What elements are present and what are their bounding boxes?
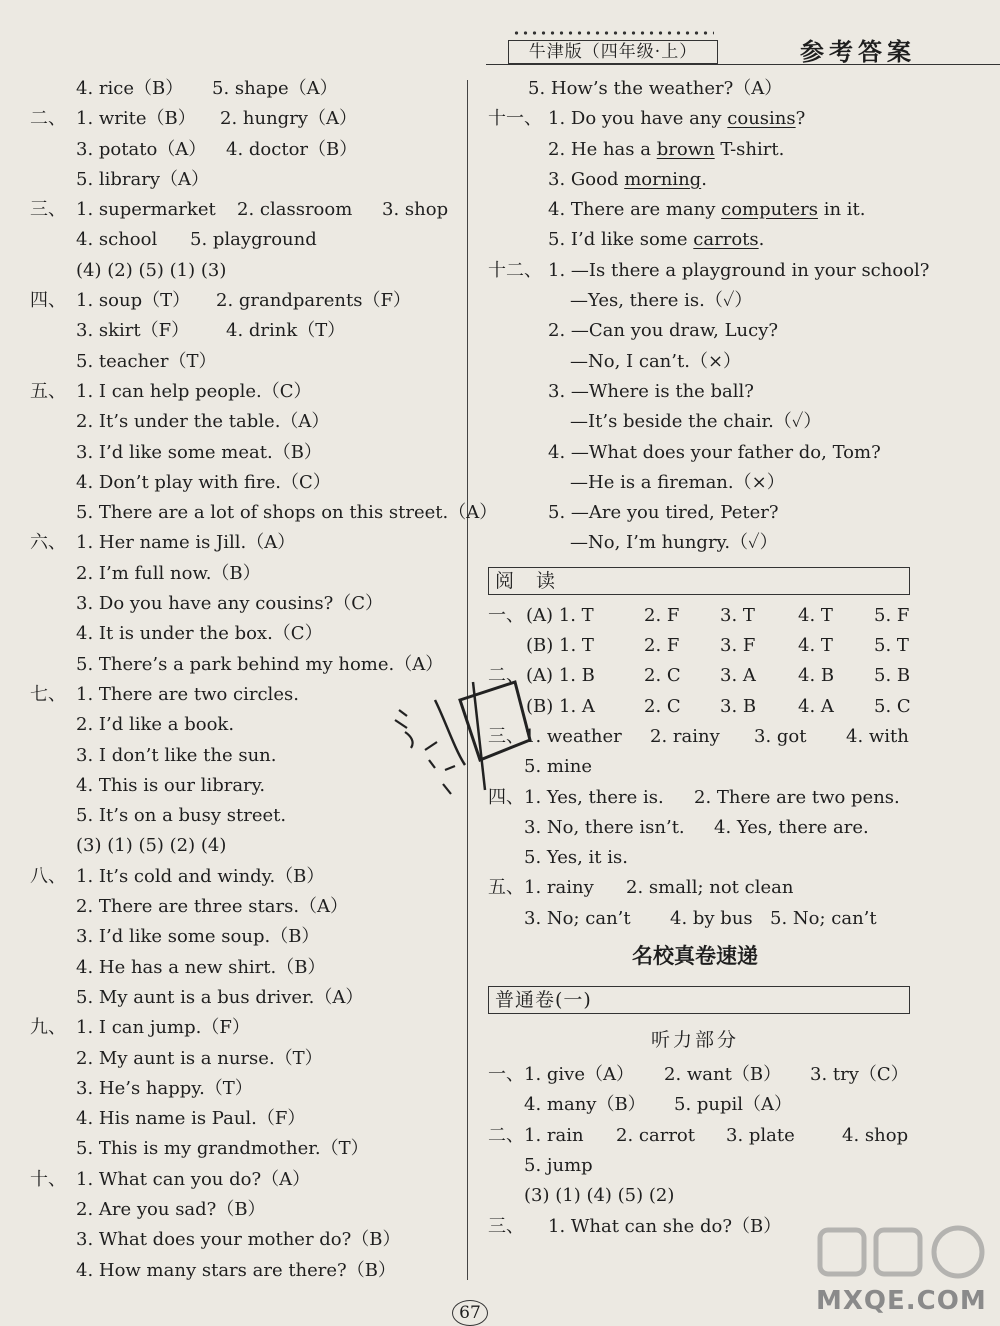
answer-item: 2. grandparents（F） [216,290,411,312]
answer-item: 5. Yes, it is. [524,847,628,869]
answer-item: 4. many（B） [524,1094,646,1116]
answer-item: 3. B [720,695,757,717]
answer-item: 4. school [76,229,158,251]
answer-item: 3. He’s happy.（T） [76,1077,253,1099]
answer-item: (3) (1) (5) (2) (4) [76,835,227,857]
answer-line [488,1060,913,1090]
answer-item: 1. rainy [524,877,594,899]
answer-item: 5. library（A） [76,168,210,190]
answer-line [488,104,913,134]
answer-item: 4. B [798,665,835,687]
answer-text: T-shirt. [714,138,785,160]
answer-line [488,407,913,437]
page-number: 67 [452,1300,488,1326]
answer-line [488,195,913,225]
answer-line [488,528,913,558]
answer-line [488,873,913,903]
dialogue-line: 3. —Where is the ball? [548,380,754,402]
answer-item: (B) 1. T [526,635,594,657]
answer-line [30,225,460,255]
dialogue-line: 4. —What does your father do, Tom? [548,441,881,463]
section-number: 二、 [488,1124,524,1146]
dialogue-line: —No, I can’t.（×） [570,350,742,372]
answer-item: 5. playground [190,229,317,251]
answer-item: (4) (2) (5) (1) (3) [76,259,227,281]
answer-line [30,1195,460,1225]
answer-item: 1. It’s cold and windy.（B） [76,865,325,887]
answer-item: 3. got [754,725,807,747]
answer-item: 3. shop [382,199,449,221]
section-number: 五、 [488,877,524,899]
answer-line [30,1225,460,1255]
answer-line [30,407,460,437]
answer-text: ? [795,108,806,130]
answer-line [30,922,460,952]
answer-item: 2. C [644,695,681,717]
answer-line [30,468,460,498]
answer-item: 2. I’m full now.（B） [76,562,261,584]
answer-item: 4. T [798,604,833,626]
answer-item: 4. He has a new shirt.（B） [76,956,326,978]
answer-item: 4. Don’t play with fire.（C） [76,471,331,493]
answer-item: 5. There are a lot of shops on this street.（A） [76,502,498,524]
answer-line [488,165,913,195]
section-number: 九、 [30,1017,66,1039]
listening-title: 听力部分 [650,1029,739,1052]
section-number: 十一、 [488,108,542,130]
answer-line [30,74,460,104]
answer-line [488,377,913,407]
section-number: 一、 [488,604,524,626]
answer-line [488,1090,913,1120]
answer-item: 3. potato（A） [76,138,207,160]
answer-line [488,74,913,104]
answer-item: 3. What does your mother do?（B） [76,1229,401,1251]
answer-line [30,862,460,892]
answer-item: 4. A [798,695,834,717]
answer-item: 4. by bus [670,907,753,929]
answer-item: 1. I can jump.（F） [76,1017,250,1039]
answer-line [30,1256,460,1286]
answer-line [488,1151,913,1181]
answer-item: 2. Are you sad?（B） [76,1198,266,1220]
answer-line [30,953,460,983]
section-number: 五、 [30,380,66,402]
answer-line [488,843,913,873]
fill-in-answer [548,225,764,255]
answer-text: 3. Good [548,168,625,190]
header-title: 参考答案 [800,37,916,66]
dialogue-line: 2. —Can you draw, Lucy? [548,320,779,342]
answer-item: 4. shop [842,1124,909,1146]
answer-item: 3. I don’t like the sun. [76,744,277,766]
answer-item: 5. How’s the weather?（A） [528,78,783,99]
answer-line [488,601,913,631]
answer-item: 3. I’d like some meat.（B） [76,441,322,463]
answer-line [488,631,913,661]
fill-in-answer [548,195,865,225]
answer-item: 4. T [798,635,833,657]
answer-item: 2. small; not clean [626,877,794,899]
answer-item: 3. Do you have any cousins?（C） [76,593,384,615]
answer-line [30,104,460,134]
answer-line [30,619,460,649]
answer-line [30,438,460,468]
dialogue-line: 5. —Are you tired, Peter? [548,502,779,524]
answer-line [30,983,460,1013]
answer-item: 3. No, there isn’t. [524,816,685,838]
section-number: 四、 [488,786,524,808]
answer-item: 3. F [720,635,756,657]
answer-line [30,1104,460,1134]
answer-line [488,783,913,813]
dialogue-line: —No, I’m hungry.（✓） [570,532,778,554]
answer-item: 5. mine [524,756,592,778]
header-rule [486,64,1000,65]
answer-item: 2. classroom [237,199,353,221]
answer-item: 2. There are three stars.（A） [76,896,349,918]
answer-line [488,347,913,377]
answer-line [30,165,460,195]
answer-line [30,1134,460,1164]
answer-text: 2. He has a [548,138,657,160]
answer-item: (B) 1. A [526,695,595,717]
answer-line [488,438,913,468]
answer-item: 1. Her name is Jill.（A） [76,532,296,554]
answer-item: 2. There are two pens. [694,786,900,808]
answer-text: . [758,229,765,251]
answer-item: 1. What can she do?（B） [548,1215,782,1237]
answer-line [488,1121,913,1151]
answer-line [488,813,913,843]
answer-item: 1. write（B） [76,108,196,130]
answer-item: 2. F [644,604,680,626]
answer-line [30,316,460,346]
answer-line [488,752,913,782]
answer-text: 5. I’d like some [548,229,694,251]
answer-line [30,286,460,316]
answer-line [30,1165,460,1195]
section-number: 四、 [30,290,66,312]
answer-item: 4. Yes, there are. [714,816,869,838]
answer-item: (A) 1. T [526,604,594,626]
dialogue-line: —He is a fireman.（×） [570,471,785,493]
answer-line [30,831,460,861]
answer-line [488,468,913,498]
answer-line [30,892,460,922]
answer-line [488,225,913,255]
dialogue-line: 1. —Is there a playground in your school? [548,259,930,281]
answer-item: 4. rice（B） [76,78,184,99]
watermark-url: MXQE.COM [816,1286,987,1316]
answer-item: 4. drink（T） [226,320,346,342]
answer-line [30,256,460,286]
section-number: 二、 [30,108,66,130]
section-number: 三、 [488,1215,524,1237]
section-number: 三、 [30,199,66,221]
answer-item: 2. want（B） [664,1064,782,1086]
answer-item: 3. skirt（F） [76,320,190,342]
answer-item: 3. plate [726,1124,795,1146]
handwritten-scribble [385,660,535,820]
answer-item: 3. I’d like some soup.（B） [76,926,320,948]
answer-item: 1. give（A） [524,1064,634,1086]
section-number: 八、 [30,865,66,887]
answer-item: 1. weather [524,725,622,747]
section-number: 一、 [488,1064,524,1086]
section-number: 七、 [30,683,66,705]
answer-item: 1. soup（T） [76,290,191,312]
answer-item: (A) 1. B [526,665,595,687]
answer-item: 5. There’s a park behind my home.（A） [76,653,444,675]
paper-title: 普通卷(一) [488,986,910,1014]
edition-label: 牛津版（四年级·上） [508,40,718,64]
dialogue-line: —Yes, there is.（✓） [570,290,753,312]
answer-text: . [701,168,707,190]
answer-line [488,498,913,528]
answer-item: 1. There are two circles. [76,683,299,705]
answer-item: 5. F [874,604,910,626]
answer-item: 2. It’s under the table.（A） [76,411,330,433]
answer-item: 3. No; can’t [524,907,631,929]
answer-line [488,661,913,691]
answer-text: 1. Do you have any [548,108,728,130]
reading-section-title: 阅 读 [488,567,910,595]
answer-line [30,589,460,619]
answer-item: 2. My aunt is a nurse.（T） [76,1047,323,1069]
answer-item: 2. I’d like a book. [76,714,235,736]
answer-item: 1. rain [524,1124,584,1146]
answer-line [30,1013,460,1043]
answer-item: 5. B [874,665,911,687]
answer-line [30,559,460,589]
answer-line [30,1044,460,1074]
answer-line [30,1074,460,1104]
answer-item: 3. A [720,665,756,687]
answer-item: 1. I can help people.（C） [76,380,312,402]
right-column [488,74,930,1242]
underlined-answer: computers [721,199,818,221]
answer-item: 4. It is under the box.（C） [76,623,323,645]
answer-item: 5. No; can’t [770,907,877,929]
answer-line [30,135,460,165]
answer-line [488,692,913,722]
header-dot-rule [512,30,714,36]
section-number: 三、 [488,725,524,747]
answer-line [30,528,460,558]
answer-line [30,377,460,407]
section-number: 十、 [30,1168,66,1190]
answer-item: 3. try（C） [810,1064,909,1086]
underlined-answer: cousins [727,108,796,130]
answer-item: 5. T [874,635,909,657]
answer-item: 1. Yes, there is. [524,786,664,808]
answer-item: (3) (1) (4) (5) (2) [524,1185,675,1207]
answer-item: 3. T [720,604,755,626]
answer-item: 5. teacher（T） [76,350,217,372]
answer-item: 2. C [644,665,681,687]
answer-item: 2. F [644,635,680,657]
answer-item: 4. How many stars are there?（B） [76,1259,396,1281]
fill-in-answer [548,165,707,195]
answer-line [488,256,930,286]
answer-item: 5. jump [524,1154,593,1176]
underlined-answer: brown [656,138,715,160]
answer-item: 2. hungry（A） [220,108,357,130]
answer-item: 5. C [874,695,911,717]
answer-text: 4. There are many [548,199,722,221]
answer-item: 1. What can you do?（A） [76,1168,311,1190]
answer-item: 4. doctor（B） [226,138,358,160]
answer-item: 4. with [846,725,909,747]
answer-line [488,904,913,934]
answer-line [30,195,460,225]
answer-line [488,135,913,165]
underlined-answer: morning [624,168,702,190]
answer-item: 2. rainy [650,725,720,747]
dialogue-line: —It’s beside the chair.（✓） [570,411,822,433]
answer-item: 5. My aunt is a bus driver.（A） [76,986,364,1008]
section-number: 二、 [488,665,524,687]
express-title: 名校真卷速递 [632,944,758,969]
section-number: 十二、 [488,259,542,281]
fill-in-answer [548,135,784,165]
answer-line [488,316,913,346]
answer-text: in it. [817,199,866,221]
answer-line [30,347,460,377]
answer-line [488,722,913,752]
section-number: 六、 [30,532,66,554]
answer-item: 4. His name is Paul.（F） [76,1108,306,1130]
answer-line [30,498,498,528]
answer-item: 5. pupil（A） [674,1094,793,1116]
answer-line [488,1181,913,1211]
answer-item: 5. It’s on a busy street. [76,805,287,827]
fill-in-answer [548,104,805,134]
answer-item: 5. This is my grandmother.（T） [76,1138,369,1160]
answer-item: 1. supermarket [76,199,216,221]
underlined-answer: carrots [693,229,759,251]
answer-line [488,286,913,316]
answer-item: 2. carrot [616,1124,695,1146]
answer-item: 4. This is our library. [76,774,266,796]
answer-item: 5. shape（A） [212,78,338,99]
